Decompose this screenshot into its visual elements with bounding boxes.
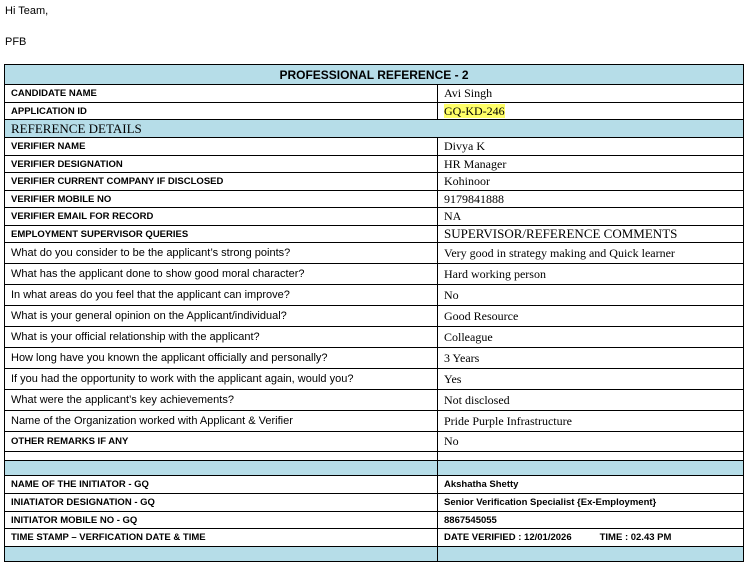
timestamp-value bbox=[438, 529, 744, 547]
question-text: In what areas do you feel that the applicant can improve? bbox=[5, 285, 438, 306]
question-text: What do you consider to be the applicant’s strong points? bbox=[5, 243, 438, 264]
greeting-text: Hi Team, bbox=[5, 5, 49, 17]
section-title-reference-details: REFERENCE DETAILS bbox=[5, 120, 744, 138]
answer-text: Very good in strategy making and Quick learner bbox=[438, 243, 744, 264]
initiator-name-row bbox=[5, 476, 744, 494]
qa-row bbox=[5, 285, 744, 306]
question-text: What is your general opinion on the Applicant/individual? bbox=[5, 306, 438, 327]
verifier-mobile-row bbox=[5, 191, 744, 208]
question-text: What were the applicant’s key achievements? bbox=[5, 390, 438, 411]
initiator-mobile-label: INITIATOR MOBILE NO - GQ bbox=[5, 512, 438, 529]
qa-row bbox=[5, 348, 744, 369]
answer-text: Hard working person bbox=[438, 264, 744, 285]
footer-row bbox=[5, 547, 744, 562]
other-remarks-value: No bbox=[438, 432, 744, 452]
date-verified: DATE VERIFIED : 12/01/2026 bbox=[444, 532, 572, 543]
qa-row bbox=[5, 390, 744, 411]
verifier-email-row bbox=[5, 208, 744, 226]
answer-text: Good Resource bbox=[438, 306, 744, 327]
queries-header: EMPLOYMENT SUPERVISOR QUERIES bbox=[5, 226, 438, 243]
answer-text: 3 Years bbox=[438, 348, 744, 369]
verifier-email-label: VERIFIER EMAIL FOR RECORD bbox=[5, 208, 438, 226]
verifier-email-value: NA bbox=[438, 208, 744, 226]
answer-text: No bbox=[438, 285, 744, 306]
spacer-cell bbox=[5, 452, 438, 461]
application-id-value: GQ-KD-246 bbox=[444, 103, 505, 118]
question-text: If you had the opportunity to work with the applicant again, would you? bbox=[5, 369, 438, 390]
initiator-designation-value: Senior Verification Specialist {Ex-Employment} bbox=[438, 494, 744, 512]
application-id-label: APPLICATION ID bbox=[5, 103, 438, 120]
qa-row bbox=[5, 327, 744, 348]
timestamp-label: TIME STAMP – VERFICATION DATE & TIME bbox=[5, 529, 438, 547]
qa-row bbox=[5, 369, 744, 390]
verifier-designation-row bbox=[5, 156, 744, 173]
verifier-name-row bbox=[5, 138, 744, 156]
pfb-text: PFB bbox=[5, 36, 27, 48]
verifier-name-value: Divya K bbox=[438, 138, 744, 156]
initiator-name-value: Akshatha Shetty bbox=[438, 476, 744, 494]
other-remarks-row bbox=[5, 432, 744, 452]
initiator-designation-label: INIATIATOR DESIGNATION - GQ bbox=[5, 494, 438, 512]
verifier-company-label: VERIFIER CURRENT COMPANY IF DISCLOSED bbox=[5, 173, 438, 191]
spacer-row bbox=[5, 452, 744, 461]
qa-row bbox=[5, 264, 744, 285]
timestamp-row bbox=[5, 529, 744, 547]
answer-text: Colleague bbox=[438, 327, 744, 348]
professional-reference-table bbox=[4, 64, 744, 562]
question-text: What is your official relationship with the applicant? bbox=[5, 327, 438, 348]
initiator-name-label: NAME OF THE INITIATOR - GQ bbox=[5, 476, 438, 494]
comments-header: SUPERVISOR/REFERENCE COMMENTS bbox=[438, 226, 744, 243]
divider-cell bbox=[438, 461, 744, 476]
verifier-company-value: Kohinoor bbox=[438, 173, 744, 191]
question-text: Name of the Organization worked with Applicant & Verifier bbox=[5, 411, 438, 432]
candidate-row bbox=[5, 85, 744, 103]
verifier-designation-label: VERIFIER DESIGNATION bbox=[5, 156, 438, 173]
divider-cell bbox=[5, 461, 438, 476]
initiator-mobile-row bbox=[5, 512, 744, 529]
qa-row bbox=[5, 411, 744, 432]
answer-text: Not disclosed bbox=[438, 390, 744, 411]
question-text: How long have you known the applicant officially and personally? bbox=[5, 348, 438, 369]
qa-row bbox=[5, 306, 744, 327]
spacer-cell bbox=[438, 452, 744, 461]
question-text: What has the applicant done to show good moral character? bbox=[5, 264, 438, 285]
time-verified: TIME : 02.43 PM bbox=[599, 532, 672, 543]
form-title: PROFESSIONAL REFERENCE - 2 bbox=[5, 65, 744, 85]
queries-header-row bbox=[5, 226, 744, 243]
answer-text: Pride Purple Infrastructure bbox=[438, 411, 744, 432]
verifier-mobile-label: VERIFIER MOBILE NO bbox=[5, 191, 438, 208]
divider-row bbox=[5, 461, 744, 476]
verifier-company-row bbox=[5, 173, 744, 191]
footer-cell bbox=[438, 547, 744, 562]
verifier-name-label: VERIFIER NAME bbox=[5, 138, 438, 156]
application-id-row bbox=[5, 103, 744, 120]
verifier-designation-value: HR Manager bbox=[438, 156, 744, 173]
initiator-designation-row bbox=[5, 494, 744, 512]
candidate-name-label: CANDIDATE NAME bbox=[5, 85, 438, 103]
footer-cell bbox=[5, 547, 438, 562]
qa-row bbox=[5, 243, 744, 264]
initiator-mobile-value: 8867545055 bbox=[438, 512, 744, 529]
verifier-mobile-value: 9179841888 bbox=[438, 191, 744, 208]
other-remarks-label: OTHER REMARKS IF ANY bbox=[5, 432, 438, 452]
candidate-name-value: Avi Singh bbox=[438, 85, 744, 103]
answer-text: Yes bbox=[438, 369, 744, 390]
